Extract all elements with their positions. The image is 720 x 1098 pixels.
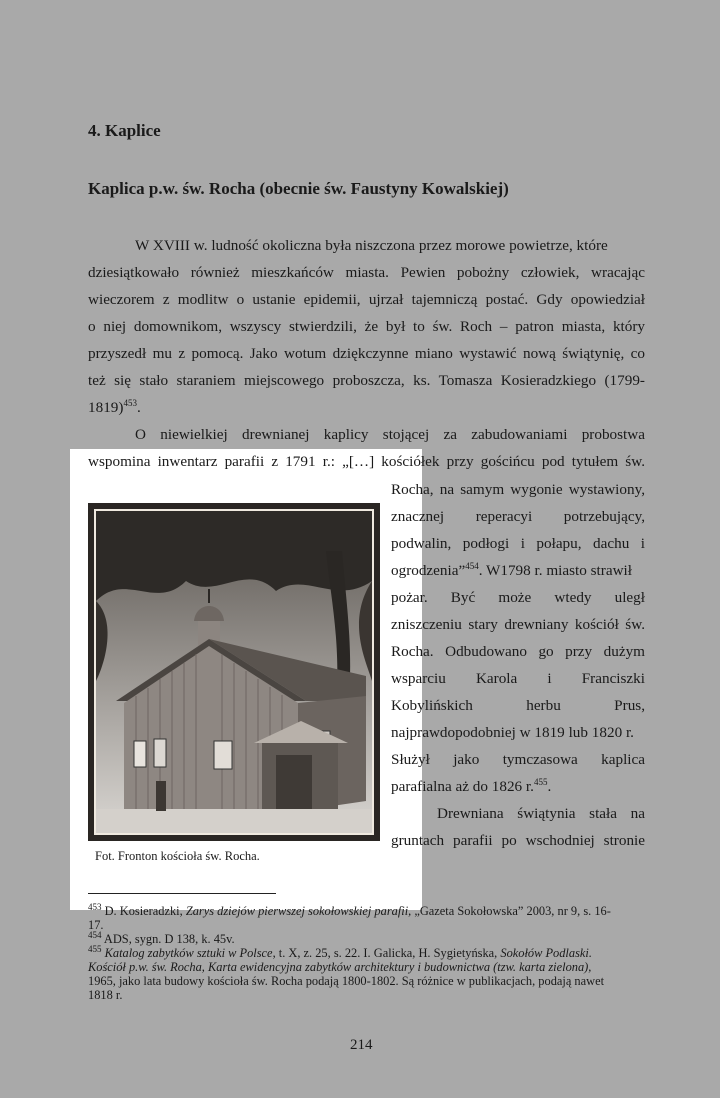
text-line: Rocha, na samym wygonie wystawiony, [391,481,645,498]
text-line: W XVIII w. ludność okoliczna była niszczona przez morowe powietrze, które [135,237,608,254]
text-line: ogrodzenia”$^{454}$. W1798 r. miasto strawił [391,560,632,579]
text-line: przyszedł mu z pomocą. Jako wotum dziękczynne miano wystawić nową świątynię, co [88,345,645,362]
text-line: Służył jako tymczasowa kaplica [391,751,645,768]
text-line: Rocha. Odbudowano go przy dużym [391,643,645,660]
chapel-photo-image [96,511,372,833]
footnote-ref[interactable]: 455 [533,776,548,787]
text-line: zniszczeniu stary drewniany kościół św. [391,616,645,633]
text-line: 1819)$^{453}$. [88,397,141,416]
footnote-ref[interactable]: 454 [465,560,479,571]
chapel-heading: Kaplica p.w. św. Rocha (obecnie św. Faustyny Kowalskiej) [88,179,509,198]
footnote-rule [88,893,276,894]
footnote-455: $^{455}$ Katalog zabytków sztuki w Polsce, t. X, z. 25, s. 22. I. Galicka, H. Sygietyńska, Sokołów Podlaski. [88,943,592,960]
footnote-455-cont: Kościół p.w. św. Rocha, Karta ewidencyjna zabytków architektury i budownictwa (tzw. karta zielona), [88,960,592,974]
text-line: parafialna aż do 1826 r.$^{455}$. [391,776,552,795]
footnote-455-cont: 1818 r. [88,988,123,1002]
text-line: pożar. Być może wtedy uległ [391,589,645,606]
text-line: wsparciu Karola i Franciszki [391,670,645,687]
text-line: o niej domownikom, wszyscy stwierdzili, że był to św. Roch – patron miasta, który [88,318,645,335]
footnote-453-cont: 17. [88,918,104,932]
text-line: Kobylińskich herbu Prus, [391,697,645,714]
text-line: Drewniana świątynia stała na [437,805,645,822]
text-line: najprawdopodobniej w 1819 lub 1820 r. [391,724,634,741]
text-line: podwalin, podłogi i połapu, dachu i [391,535,645,552]
text-line: dziesiątkowało również mieszkańców miasta. Pewien pobożny człowiek, wracając [88,264,645,281]
text-line: wieczorem z modlitw o ustanie epidemii, ujrzał tajemniczą postać. Gdy opowiedział [88,291,645,308]
text-line: O niewielkiej drewnianej kaplicy stojącej za zabudowaniami probostwa [135,426,645,443]
footnote-ref[interactable]: 453 [123,397,137,408]
text-line: też się stało staraniem miejscowego proboszcza, ks. Tomasza Kosieradzkiego (1799- [88,372,645,389]
page-number: 214 [350,1037,373,1053]
footnote-454: $^{454}$ ADS, sygn. D 138, k. 45v. [88,929,235,946]
text-line: gruntach parafii po wschodniej stronie [391,832,645,849]
text-line: znacznej reperacyi potrzebujący, [391,508,645,525]
footnote-453: $^{453}$ D. Kosieradzki, Zarys dziejów pierwszej sokołowskiej parafii, „Gazeta Sokołowska” 2003, nr 9, s. 16- [88,901,611,918]
photo-caption: Fot. Fronton kościoła św. Rocha. [95,849,260,863]
text-line: wspomina inwentarz parafii z 1791 r.: „[…] kościółek przy gościńcu pod tytułem św. [88,453,645,470]
section-heading: 4. Kaplice [88,121,161,140]
chapel-photo [88,503,380,841]
footnote-455-cont: 1965, jako lata budowy kościoła św. Rocha podają 1800-1802. Są różnice w publikacjach, podają nawet [88,974,605,988]
